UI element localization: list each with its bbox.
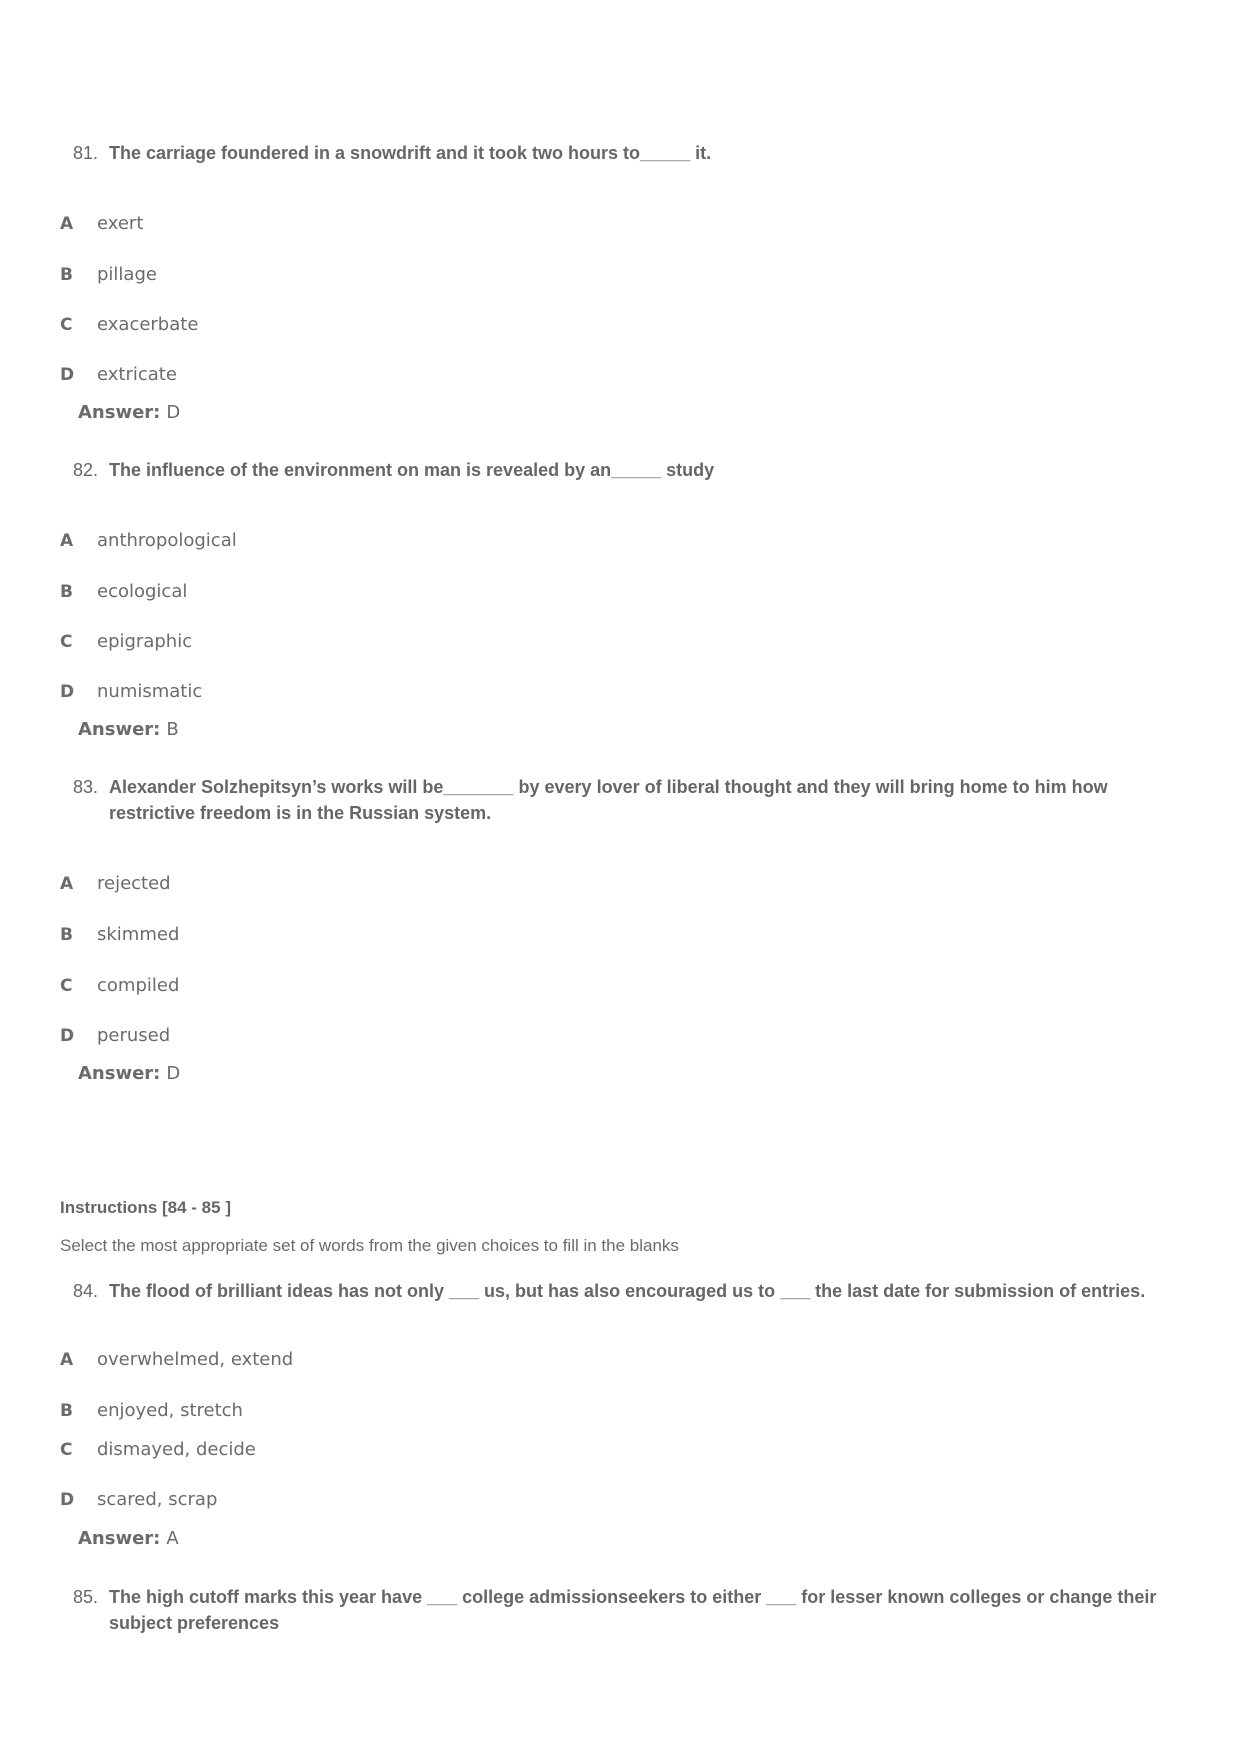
question-text: The flood of brilliant ideas has not only ___ us, but has also encouraged us to ___ the last date for submission of entries. xyxy=(109,1281,1146,1301)
option-letter: B xyxy=(60,925,73,945)
question-85 xyxy=(73,1584,1173,1636)
option-text: skimmed xyxy=(97,924,180,945)
question-81 xyxy=(73,140,1173,166)
option-83-a[interactable] xyxy=(60,872,171,896)
answer-value: D xyxy=(166,1063,181,1084)
option-letter: D xyxy=(60,682,75,702)
option-text: rejected xyxy=(97,873,171,894)
option-letter: A xyxy=(60,1350,74,1370)
question-82 xyxy=(73,457,1173,483)
option-text: numismatic xyxy=(97,681,203,702)
option-letter: A xyxy=(60,531,74,551)
question-number: 83. xyxy=(73,777,99,797)
question-number: 85. xyxy=(73,1587,99,1607)
answer-84 xyxy=(78,1527,179,1551)
answer-81 xyxy=(78,401,180,425)
option-82-d[interactable] xyxy=(60,680,202,704)
option-letter: B xyxy=(60,1401,73,1421)
option-letter: B xyxy=(60,582,73,602)
option-text: dismayed, decide xyxy=(97,1439,256,1460)
question-84 xyxy=(73,1278,1173,1304)
question-text: Alexander Solzhepitsyn’s works will be_______ by every lover of liberal thought and they will bring home to him how restrictive freedom is in the Russian system. xyxy=(109,777,1108,823)
option-83-b[interactable] xyxy=(60,923,179,947)
option-84-b[interactable] xyxy=(60,1399,243,1423)
option-text: anthropological xyxy=(97,530,237,551)
option-letter: B xyxy=(60,265,73,285)
option-text: compiled xyxy=(97,975,180,996)
answer-value: A xyxy=(166,1528,179,1549)
option-81-a[interactable] xyxy=(60,212,143,236)
option-text: scared, scrap xyxy=(97,1489,218,1510)
option-text: extricate xyxy=(97,364,177,385)
instructions-text: Select the most appropriate set of words from the given choices to fill in the blanks xyxy=(60,1236,679,1255)
question-number: 81. xyxy=(73,143,99,163)
option-text: exacerbate xyxy=(97,314,199,335)
option-text: epigraphic xyxy=(97,631,193,652)
option-83-c[interactable] xyxy=(60,974,179,998)
option-text: pillage xyxy=(97,264,157,285)
answer-label: Answer: xyxy=(78,402,161,423)
option-letter: D xyxy=(60,1026,75,1046)
answer-82 xyxy=(78,718,179,742)
answer-label: Answer: xyxy=(78,1063,161,1084)
option-83-d[interactable] xyxy=(60,1024,170,1048)
option-81-d[interactable] xyxy=(60,363,177,387)
option-letter: C xyxy=(60,976,73,996)
answer-83 xyxy=(78,1062,180,1086)
answer-label: Answer: xyxy=(78,1528,161,1549)
option-letter: D xyxy=(60,1490,75,1510)
option-82-b[interactable] xyxy=(60,580,187,604)
option-text: ecological xyxy=(97,581,188,602)
option-text: perused xyxy=(97,1025,171,1046)
question-number: 82. xyxy=(73,460,99,480)
instructions-title: Instructions [84 - 85 ] xyxy=(60,1198,231,1217)
option-letter: C xyxy=(60,632,73,652)
option-84-d[interactable] xyxy=(60,1488,217,1512)
option-82-c[interactable] xyxy=(60,630,192,654)
option-letter: A xyxy=(60,874,74,894)
option-81-c[interactable] xyxy=(60,313,198,337)
option-81-b[interactable] xyxy=(60,263,157,287)
answer-label: Answer: xyxy=(78,719,161,740)
question-number: 84. xyxy=(73,1281,99,1301)
option-82-a[interactable] xyxy=(60,529,237,553)
answer-value: B xyxy=(166,719,179,740)
question-text: The high cutoff marks this year have ___ college admissionseekers to either ___ for lesser known colleges or change their subject preferences xyxy=(109,1587,1157,1633)
option-text: enjoyed, stretch xyxy=(97,1400,243,1421)
answer-value: D xyxy=(166,402,181,423)
question-text: The carriage foundered in a snowdrift and it took two hours to_____ it. xyxy=(109,143,712,163)
option-letter: C xyxy=(60,315,73,335)
option-letter: C xyxy=(60,1440,73,1460)
option-letter: A xyxy=(60,214,74,234)
option-84-c[interactable] xyxy=(60,1438,256,1462)
option-84-a[interactable] xyxy=(60,1348,293,1372)
question-text: The influence of the environment on man is revealed by an_____ study xyxy=(109,460,715,480)
question-83 xyxy=(73,774,1173,826)
option-letter: D xyxy=(60,365,75,385)
option-text: overwhelmed, extend xyxy=(97,1349,294,1370)
option-text: exert xyxy=(97,213,144,234)
